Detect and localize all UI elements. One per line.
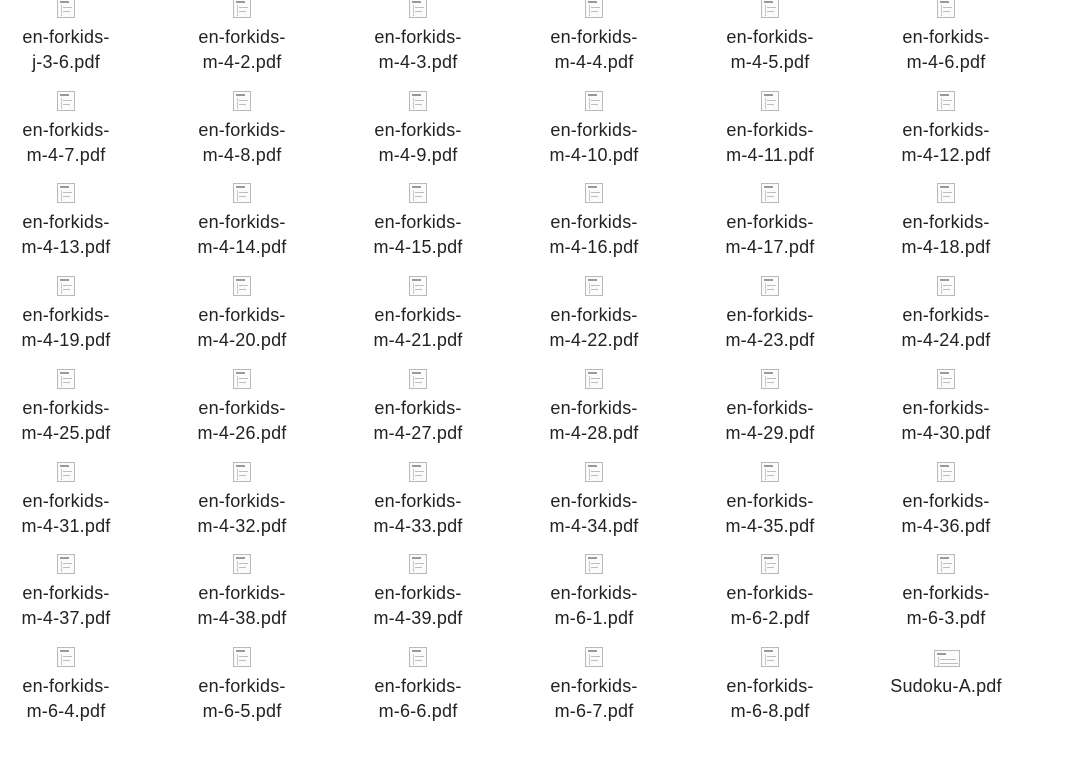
file-name-line-1: en-forkids- xyxy=(550,27,638,47)
file-name-line-2: m-4-22.pdf xyxy=(549,330,639,351)
file-item[interactable] xyxy=(690,554,850,646)
file-item[interactable] xyxy=(690,462,850,554)
file-item[interactable] xyxy=(0,276,146,368)
file-name-label[interactable] xyxy=(690,674,850,724)
file-item[interactable] xyxy=(514,183,674,275)
pdf-thumbnail-icon[interactable] xyxy=(233,647,251,667)
pdf-thumbnail-icon[interactable] xyxy=(761,0,779,18)
file-name-line-2: m-6-5.pdf xyxy=(202,700,282,721)
file-item[interactable] xyxy=(690,183,850,275)
pdf-thumbnail-icon[interactable] xyxy=(409,462,427,482)
pdf-thumbnail-icon[interactable] xyxy=(57,647,75,667)
file-name-line-1: en-forkids- xyxy=(374,212,462,233)
file-name-line-1: en-forkids- xyxy=(22,397,110,418)
file-name-label[interactable] xyxy=(0,581,146,631)
file-item[interactable] xyxy=(0,554,146,646)
file-name-line-1: en-forkids- xyxy=(902,27,990,47)
pdf-thumbnail-icon[interactable] xyxy=(233,0,251,18)
pdf-thumbnail-icon[interactable] xyxy=(57,91,75,111)
file-name-label[interactable] xyxy=(514,303,674,353)
pdf-thumbnail-icon[interactable] xyxy=(233,183,251,203)
pdf-thumbnail-icon[interactable] xyxy=(585,554,603,574)
pdf-thumbnail-icon[interactable] xyxy=(937,276,955,296)
file-name-line-1: en-forkids- xyxy=(902,397,990,418)
file-item[interactable] xyxy=(0,91,146,183)
file-name-line-2: m-4-34.pdf xyxy=(549,515,639,536)
file-name-line-2: m-4-7.pdf xyxy=(26,144,106,165)
file-name-label[interactable] xyxy=(866,303,1026,353)
file-name-line-2: m-6-7.pdf xyxy=(554,700,634,721)
file-name-line-2: m-4-18.pdf xyxy=(901,237,991,258)
file-name-line-1: en-forkids- xyxy=(374,305,462,326)
file-name-line-1: en-forkids- xyxy=(550,212,638,233)
file-item[interactable] xyxy=(0,183,146,275)
file-item[interactable] xyxy=(338,183,498,275)
file-item[interactable] xyxy=(0,0,146,90)
file-name-line-1: en-forkids- xyxy=(198,119,286,140)
file-item[interactable] xyxy=(690,276,850,368)
file-name-line-2: m-4-17.pdf xyxy=(725,237,815,258)
file-name-label[interactable] xyxy=(0,25,146,75)
file-name-line-1: en-forkids- xyxy=(198,490,286,511)
file-name-line-1: en-forkids- xyxy=(550,397,638,418)
file-name-line-2: m-4-23.pdf xyxy=(725,330,815,351)
file-name-label[interactable] xyxy=(338,210,498,260)
file-name-label[interactable] xyxy=(690,118,850,168)
file-name-label[interactable] xyxy=(690,303,850,353)
file-name-line-1: en-forkids- xyxy=(22,490,110,511)
pdf-thumbnail-icon[interactable] xyxy=(409,369,427,389)
file-name-label[interactable] xyxy=(690,489,850,539)
file-name-label[interactable] xyxy=(338,303,498,353)
file-name-label[interactable] xyxy=(0,489,146,539)
pdf-thumbnail-icon[interactable] xyxy=(761,554,779,574)
pdf-thumbnail-icon[interactable] xyxy=(761,647,779,667)
file-name-label[interactable] xyxy=(162,396,322,446)
file-name-line-1: en-forkids- xyxy=(374,675,462,696)
file-item[interactable] xyxy=(690,647,850,739)
file-item[interactable] xyxy=(338,276,498,368)
file-name-line-2: m-4-37.pdf xyxy=(21,608,111,629)
file-name-label[interactable] xyxy=(0,674,146,724)
pdf-thumbnail-icon[interactable] xyxy=(585,183,603,203)
file-name-line-1: en-forkids- xyxy=(22,119,110,140)
pdf-thumbnail-icon[interactable] xyxy=(761,91,779,111)
file-item[interactable] xyxy=(162,462,322,554)
file-name-line-1: en-forkids- xyxy=(902,305,990,326)
file-name-line-1: en-forkids- xyxy=(198,397,286,418)
file-name-line-2: m-4-10.pdf xyxy=(549,144,639,165)
file-name-line-2: m-4-19.pdf xyxy=(21,330,111,351)
file-name-line-1: en-forkids- xyxy=(198,305,286,326)
file-name-label[interactable] xyxy=(0,396,146,446)
pdf-thumbnail-icon[interactable] xyxy=(233,91,251,111)
file-name-label[interactable] xyxy=(514,396,674,446)
file-name-line-2: m-4-15.pdf xyxy=(373,237,463,258)
file-name-line-2: m-4-6.pdf xyxy=(906,52,986,72)
pdf-thumbnail-icon[interactable] xyxy=(409,0,427,18)
file-name-label[interactable] xyxy=(0,210,146,260)
file-item[interactable] xyxy=(514,369,674,461)
file-name-label[interactable] xyxy=(866,581,1026,631)
pdf-thumbnail-icon[interactable] xyxy=(585,647,603,667)
file-name-line-2: m-4-5.pdf xyxy=(730,52,810,72)
file-name-label[interactable] xyxy=(338,118,498,168)
file-name-line-1: en-forkids- xyxy=(374,490,462,511)
file-item[interactable] xyxy=(162,369,322,461)
pdf-thumbnail-icon[interactable] xyxy=(761,369,779,389)
file-item[interactable] xyxy=(338,554,498,646)
file-name-line-2: m-4-25.pdf xyxy=(21,422,111,443)
pdf-thumbnail-icon[interactable] xyxy=(57,0,75,18)
file-item[interactable] xyxy=(866,91,1026,183)
file-name-line-1: en-forkids- xyxy=(198,27,286,47)
file-name-line-1: en-forkids- xyxy=(198,583,286,604)
pdf-thumbnail-icon[interactable] xyxy=(934,650,960,667)
file-item[interactable] xyxy=(338,0,498,90)
file-name-line-2: m-4-39.pdf xyxy=(373,608,463,629)
file-name-label[interactable] xyxy=(0,118,146,168)
file-name-label[interactable] xyxy=(514,489,674,539)
pdf-thumbnail-icon[interactable] xyxy=(937,462,955,482)
file-name-line-2: m-6-8.pdf xyxy=(730,700,810,721)
file-name-line-2: m-4-16.pdf xyxy=(549,237,639,258)
file-item[interactable] xyxy=(514,276,674,368)
file-item[interactable] xyxy=(690,91,850,183)
file-name-label[interactable] xyxy=(514,25,674,75)
file-name-line-2: m-4-9.pdf xyxy=(378,144,458,165)
file-name-label[interactable] xyxy=(690,396,850,446)
pdf-thumbnail-icon[interactable] xyxy=(57,554,75,574)
pdf-thumbnail-icon[interactable] xyxy=(585,276,603,296)
pdf-thumbnail-icon[interactable] xyxy=(57,369,75,389)
file-name-line-2: m-4-28.pdf xyxy=(549,422,639,443)
pdf-thumbnail-icon[interactable] xyxy=(937,0,955,18)
file-name-label[interactable] xyxy=(162,489,322,539)
file-name-label[interactable] xyxy=(162,303,322,353)
file-name-label[interactable] xyxy=(162,118,322,168)
file-name-line-2: m-4-29.pdf xyxy=(725,422,815,443)
pdf-thumbnail-icon[interactable] xyxy=(233,369,251,389)
file-name-label[interactable] xyxy=(338,674,498,724)
file-name-line-2: m-4-4.pdf xyxy=(554,52,634,72)
file-name-label[interactable] xyxy=(0,303,146,353)
file-name-line-1: en-forkids- xyxy=(374,119,462,140)
file-name-line-1: en-forkids- xyxy=(726,490,814,511)
pdf-thumbnail-icon[interactable] xyxy=(937,369,955,389)
file-name-label[interactable] xyxy=(690,581,850,631)
file-name-label[interactable] xyxy=(338,489,498,539)
file-item[interactable] xyxy=(866,647,1026,739)
file-name-line-1: en-forkids- xyxy=(726,119,814,140)
file-item[interactable] xyxy=(338,462,498,554)
file-name-line-1: en-forkids- xyxy=(22,27,110,47)
file-item[interactable] xyxy=(0,462,146,554)
file-name-line-1: en-forkids- xyxy=(550,583,638,604)
file-item[interactable] xyxy=(162,554,322,646)
file-name-line-2: j-3-6.pdf xyxy=(32,52,100,72)
file-name-line-1: en-forkids- xyxy=(726,305,814,326)
file-name-label[interactable] xyxy=(514,581,674,631)
pdf-thumbnail-icon[interactable] xyxy=(937,554,955,574)
file-name-line-1: en-forkids- xyxy=(726,27,814,47)
file-item[interactable] xyxy=(162,183,322,275)
file-name-line-2: m-4-3.pdf xyxy=(378,52,458,72)
pdf-thumbnail-icon[interactable] xyxy=(233,554,251,574)
file-name-label[interactable] xyxy=(514,674,674,724)
file-item[interactable] xyxy=(866,0,1026,90)
file-name-label[interactable] xyxy=(866,25,1026,75)
pdf-thumbnail-icon[interactable] xyxy=(409,554,427,574)
file-name-label[interactable] xyxy=(514,210,674,260)
file-item[interactable] xyxy=(162,276,322,368)
file-name-label[interactable] xyxy=(866,489,1026,539)
file-name-line-2: m-4-11.pdf xyxy=(726,144,814,165)
file-name-line-1: en-forkids- xyxy=(374,583,462,604)
file-item[interactable] xyxy=(514,647,674,739)
file-name-line-1: en-forkids- xyxy=(22,583,110,604)
file-name-line-2: m-4-12.pdf xyxy=(901,144,991,165)
file-item[interactable] xyxy=(690,369,850,461)
file-name-line-1: en-forkids- xyxy=(22,212,110,233)
file-name-line-2: m-4-14.pdf xyxy=(197,237,287,258)
file-name-line-2: m-6-4.pdf xyxy=(26,700,106,721)
file-item[interactable] xyxy=(866,554,1026,646)
file-name-line-1: en-forkids- xyxy=(902,583,990,604)
file-name-label[interactable] xyxy=(162,674,322,724)
file-item[interactable] xyxy=(338,369,498,461)
pdf-thumbnail-icon[interactable] xyxy=(937,183,955,203)
file-name-line-2: m-4-30.pdf xyxy=(901,422,991,443)
file-name-line-1: en-forkids- xyxy=(902,119,990,140)
file-name-line-2: m-4-27.pdf xyxy=(373,422,463,443)
file-name-line-1: en-forkids- xyxy=(22,675,110,696)
file-name-line-1: en-forkids- xyxy=(726,675,814,696)
file-name-line-1: en-forkids- xyxy=(550,490,638,511)
pdf-thumbnail-icon[interactable] xyxy=(585,462,603,482)
file-name-line-1: en-forkids- xyxy=(22,305,110,326)
file-name-line-2: m-4-24.pdf xyxy=(901,330,991,351)
file-name-line-2: m-4-2.pdf xyxy=(202,52,282,72)
file-name-line-1: en-forkids- xyxy=(374,397,462,418)
pdf-thumbnail-icon[interactable] xyxy=(585,369,603,389)
file-name-label[interactable] xyxy=(866,210,1026,260)
pdf-thumbnail-icon[interactable] xyxy=(409,276,427,296)
file-name-line-2: m-4-26.pdf xyxy=(197,422,287,443)
file-name-line-1: en-forkids- xyxy=(726,583,814,604)
file-name-line-2: m-4-21.pdf xyxy=(373,330,463,351)
file-item[interactable] xyxy=(0,369,146,461)
pdf-thumbnail-icon[interactable] xyxy=(57,276,75,296)
file-item[interactable] xyxy=(866,276,1026,368)
file-name-line-2: m-4-31.pdf xyxy=(21,515,111,536)
file-item[interactable] xyxy=(690,0,850,90)
file-name-line-2: m-4-36.pdf xyxy=(901,515,991,536)
file-name-line-1: en-forkids- xyxy=(550,119,638,140)
pdf-thumbnail-icon[interactable] xyxy=(761,183,779,203)
file-item[interactable] xyxy=(866,369,1026,461)
pdf-thumbnail-icon[interactable] xyxy=(585,0,603,18)
file-name-line-2: m-4-35.pdf xyxy=(725,515,815,536)
pdf-thumbnail-icon[interactable] xyxy=(761,276,779,296)
file-name-line-1: en-forkids- xyxy=(550,305,638,326)
file-name-label[interactable] xyxy=(338,396,498,446)
pdf-thumbnail-icon[interactable] xyxy=(57,183,75,203)
file-name-label[interactable] xyxy=(338,25,498,75)
file-name-label[interactable] xyxy=(162,581,322,631)
file-name-label[interactable] xyxy=(866,118,1026,168)
pdf-thumbnail-icon[interactable] xyxy=(409,183,427,203)
file-item[interactable] xyxy=(162,647,322,739)
file-name-line-2: m-4-32.pdf xyxy=(197,515,287,536)
file-item[interactable] xyxy=(0,647,146,739)
pdf-thumbnail-icon[interactable] xyxy=(57,462,75,482)
file-name-line-2: m-6-1.pdf xyxy=(554,608,634,629)
file-name-line-1: Sudoku-A.pdf xyxy=(890,675,1002,696)
file-name-label[interactable] xyxy=(162,25,322,75)
file-name-label[interactable] xyxy=(514,118,674,168)
file-item[interactable] xyxy=(866,183,1026,275)
file-name-line-1: en-forkids- xyxy=(198,212,286,233)
file-item[interactable] xyxy=(514,462,674,554)
file-name-line-1: en-forkids- xyxy=(726,212,814,233)
file-item[interactable] xyxy=(514,0,674,90)
file-name-line-2: m-4-8.pdf xyxy=(202,144,282,165)
file-name-line-2: m-4-38.pdf xyxy=(197,608,287,629)
file-name-line-1: en-forkids- xyxy=(902,212,990,233)
file-name-line-2: m-6-2.pdf xyxy=(730,608,810,629)
pdf-thumbnail-icon[interactable] xyxy=(233,276,251,296)
file-name-line-2: m-4-20.pdf xyxy=(197,330,287,351)
file-item[interactable] xyxy=(162,91,322,183)
file-name-line-1: en-forkids- xyxy=(198,675,286,696)
pdf-thumbnail-icon[interactable] xyxy=(585,91,603,111)
file-name-label[interactable] xyxy=(690,25,850,75)
file-item[interactable] xyxy=(514,91,674,183)
file-name-label[interactable] xyxy=(690,210,850,260)
pdf-thumbnail-icon[interactable] xyxy=(233,462,251,482)
file-item[interactable] xyxy=(338,91,498,183)
file-name-line-1: en-forkids- xyxy=(374,27,462,47)
file-name-line-2: m-6-6.pdf xyxy=(378,700,458,721)
pdf-thumbnail-icon[interactable] xyxy=(761,462,779,482)
file-name-line-2: m-4-13.pdf xyxy=(21,237,111,258)
file-name-line-2: m-4-33.pdf xyxy=(373,515,463,536)
file-name-line-2: m-6-3.pdf xyxy=(906,608,986,629)
file-name-label[interactable] xyxy=(866,396,1026,446)
file-item[interactable] xyxy=(338,647,498,739)
pdf-thumbnail-icon[interactable] xyxy=(409,647,427,667)
file-item[interactable] xyxy=(162,0,322,90)
pdf-thumbnail-icon[interactable] xyxy=(409,91,427,111)
file-name-label[interactable] xyxy=(866,674,1026,699)
file-name-label[interactable] xyxy=(162,210,322,260)
file-name-line-1: en-forkids- xyxy=(550,675,638,696)
file-name-label[interactable] xyxy=(338,581,498,631)
file-item[interactable] xyxy=(866,462,1026,554)
file-item[interactable] xyxy=(514,554,674,646)
file-name-line-1: en-forkids- xyxy=(902,490,990,511)
file-name-line-1: en-forkids- xyxy=(726,397,814,418)
pdf-thumbnail-icon[interactable] xyxy=(937,91,955,111)
